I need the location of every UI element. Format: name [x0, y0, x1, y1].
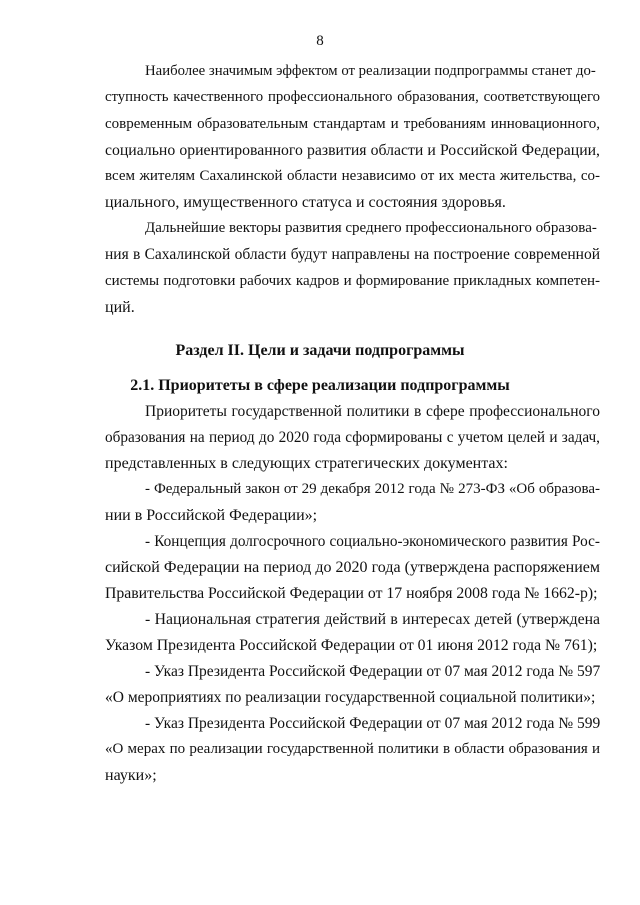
text-line: социально ориентированного развития области и Российской Федерации,	[105, 142, 600, 159]
text-line: представленных в следующих стратегических документах:	[105, 455, 508, 472]
text-line: современным образовательным стандартам и требованиям инновационного,	[105, 116, 600, 132]
text-line: - Федеральный закон от 29 декабря 2012 года № 273-ФЗ «Об образова-	[145, 481, 600, 497]
page-number: 8	[316, 33, 324, 49]
text-line: ступность качественного профессионального образования, соответствующего	[105, 89, 600, 105]
text-line: «О мероприятиях по реализации государственной социальной политики»;	[105, 689, 596, 706]
text-line: науки»;	[105, 767, 157, 784]
text-line: Правительства Российской Федерации от 17 ноября 2008 года № 1662-р);	[105, 585, 598, 602]
text-line: Наиболее значимым эффектом от реализации подпрограммы станет до-	[145, 63, 596, 79]
text-line: - Национальная стратегия действий в интересах детей (утверждена	[145, 611, 600, 628]
text-line: Приоритеты государственной политики в сфере профессионального	[145, 403, 600, 420]
text-line: - Концепция долгосрочного социально-экономического развития Рос-	[145, 533, 600, 550]
text-line: Дальнейшие векторы развития среднего профессионального образова-	[145, 220, 597, 236]
text-line: образования на период до 2020 года сформированы с учетом целей и задач,	[105, 429, 600, 446]
section-title: Раздел II. Цели и задачи подпрограммы	[175, 342, 465, 359]
text-line: системы подготовки рабочих кадров и формирование прикладных компетен-	[105, 273, 600, 289]
text-line: ния в Сахалинской области будут направлены на построение современной	[105, 246, 600, 263]
text-line: - Указ Президента Российской Федерации от 07 мая 2012 года № 597	[145, 663, 601, 680]
subsection-title: 2.1. Приоритеты в сфере реализации подпрограммы	[130, 377, 510, 394]
text-line: всем жителям Сахалинской области независимо от их места жительства, со-	[105, 168, 600, 184]
text-line: Указом Президента Российской Федерации от 01 июня 2012 года № 761);	[105, 637, 598, 654]
text-line: - Указ Президента Российской Федерации от 07 мая 2012 года № 599	[145, 715, 601, 732]
text-line: ций.	[105, 299, 135, 316]
text-line: «О мерах по реализации государственной политики в области образования и	[105, 741, 600, 757]
text-line: циального, имущественного статуса и состояния здоровья.	[105, 194, 506, 211]
text-line: нии в Российской Федерации»;	[105, 507, 318, 524]
text-line: сийской Федерации на период до 2020 года (утверждена распоряжением	[105, 559, 600, 576]
